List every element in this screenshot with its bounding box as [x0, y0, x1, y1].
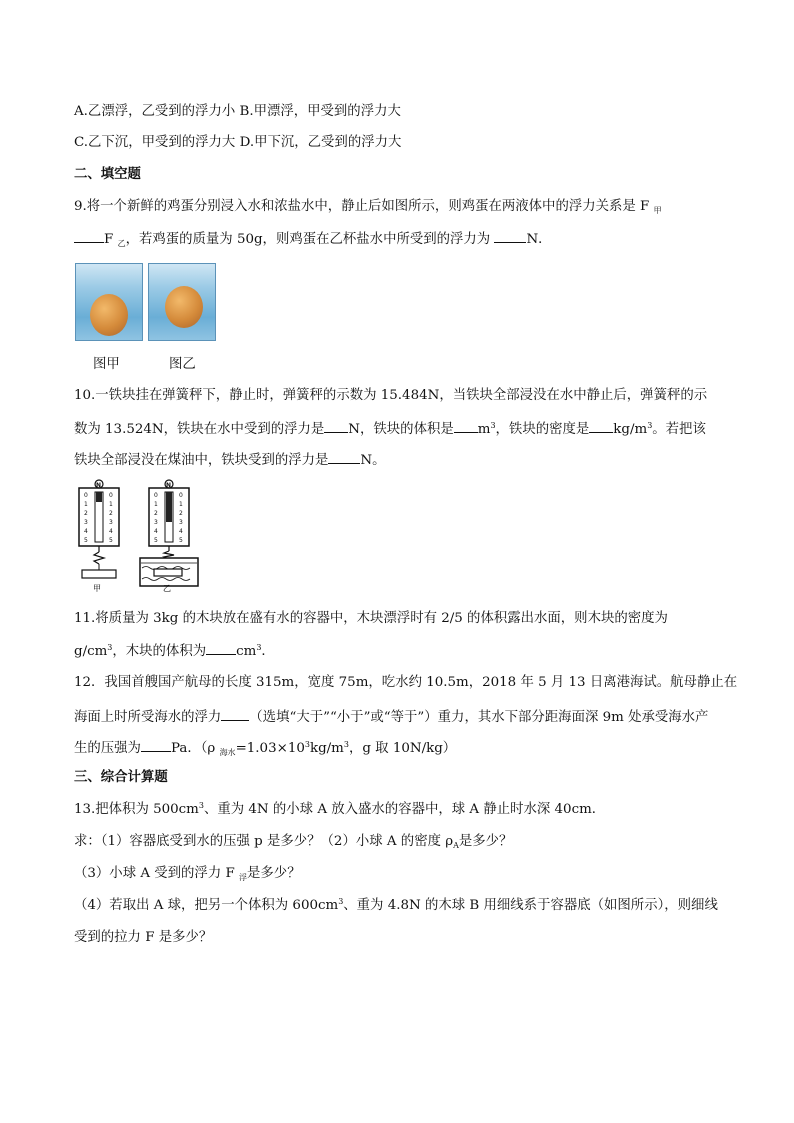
scale-yi-mark-4r: 4 [179, 528, 183, 535]
q13-text-c: 求：（1）容器底受到水的压强 p 是多少？（2）小球 A 的密度 ρ [74, 834, 454, 849]
caption-yi: 图乙 [169, 357, 196, 372]
q11-sup-1: 3 [107, 643, 113, 652]
scale-yi-mark-5: 5 [154, 537, 158, 544]
scale-jia-zero-right: 0 [109, 492, 113, 499]
scale-yi-zero-left: 0 [154, 492, 158, 499]
scale-yi-mark-3r: 3 [179, 519, 183, 526]
q11-line-1: 11.将质量为 3kg 的木块放在盛有水的容器中，木块漂浮时有 2/5 的体积露出水面，则木块的密度为 [74, 611, 668, 626]
q11-text-b: ，木块的体积为 [112, 644, 207, 659]
scale-jia-mark-1r: 1 [109, 501, 113, 508]
label-jia: 甲 [93, 584, 101, 593]
q12-text-a: 海面上时所受海水的浮力 [74, 710, 222, 725]
q10-text-h: N。 [360, 453, 386, 468]
q13-text-b: 、重为 4N 的小球 A 放入盛水的容器中，球 A 静止时水深 40cm． [203, 802, 606, 817]
scale-jia-mark-5: 5 [84, 537, 88, 544]
q13-text-e: （3）小球 A 受到的浮力 F [74, 866, 240, 881]
q13-line-4 [74, 896, 718, 917]
section-heading-fill-in: 二、填空题 [74, 167, 141, 182]
q11-sup-2: 3 [256, 643, 262, 652]
q12-text-d: Pa．（ρ [170, 741, 220, 756]
q10-text-b: N，铁块的体积是 [348, 422, 454, 437]
q12-line-2 [74, 706, 708, 728]
q13-sub-fu: 浮 [239, 873, 248, 882]
q12-text-e: =1.03×10 [235, 741, 305, 756]
q12-text-f: kg/m [309, 741, 344, 756]
q13-line-3 [74, 864, 301, 885]
q10-blank-3 [589, 418, 613, 433]
q9-blank-2 [494, 228, 526, 243]
q10-text-e: kg/m [613, 422, 648, 437]
q11-text-c: cm [236, 644, 257, 659]
scale-yi-mark-1r: 1 [179, 501, 183, 508]
q10-line-1: 10.一铁块挂在弹簧秤下，静止时，弹簧秤的示数为 15.484N，当铁块全部浸没在水中静止后，弹簧秤的示 [74, 388, 708, 403]
scale-yi-mark-4: 4 [154, 528, 158, 535]
q13-text-a: 13.把体积为 500cm [74, 802, 199, 817]
q13-line-2 [74, 832, 512, 853]
q11-text-a: g/cm [74, 644, 108, 659]
scale-jia-mark-2: 2 [84, 510, 88, 517]
q12-sup-2: 3 [343, 740, 349, 749]
q12-blank-1 [221, 706, 249, 721]
spring-scale-diagram [74, 478, 204, 593]
scale-yi-mark-3: 3 [154, 519, 158, 526]
scale-jia-mark-2r: 2 [109, 510, 113, 517]
q9-text-2: ，若鸡蛋的质量为 50g，则鸡蛋在乙杯盐水中所受到的浮力为 [125, 232, 495, 247]
q13-sup-2: 3 [338, 897, 344, 906]
scale-jia-mark-1: 1 [84, 501, 88, 508]
q9-sub-jia: 甲 [653, 206, 662, 215]
q10-sup-2: 3 [647, 421, 653, 430]
egg-suspended [165, 286, 203, 328]
scale-jia-mark-4: 4 [84, 528, 88, 535]
q13-text-d: 是多少？ [458, 834, 513, 849]
q12-text-b: （选填“大于”“小于”或“等于”）重力，其水下部分距海面深 9m 处承受海水产 [249, 710, 709, 725]
q12-sup-1: 3 [304, 740, 310, 749]
q10-line-2 [74, 418, 706, 441]
q13-sup-1: 3 [198, 801, 204, 810]
q13-text-f: 是多少？ [247, 866, 301, 881]
svg-text:N: N [166, 482, 172, 489]
q9-line-2 [74, 228, 552, 251]
q9-blank-1 [74, 228, 104, 243]
egg-sunk [90, 294, 128, 336]
q9-text-1: 9.将一个新鲜的鸡蛋分别浸入水和浓盐水中，静止后如图所示，则鸡蛋在两液体中的浮力关系是 F [74, 199, 654, 214]
q13-sub-A: A [453, 841, 459, 850]
q9-F: F [104, 232, 118, 247]
options-line-cd: C.乙下沉，甲受到的浮力大 D.甲下沉，乙受到的浮力大 [74, 135, 402, 150]
q11-text-d: ． [261, 644, 275, 659]
q11-line-2 [74, 640, 275, 663]
scale-jia-mark-5r: 5 [109, 537, 113, 544]
scale-jia-zero-left: 0 [84, 492, 88, 499]
scale-jia-mark-3: 3 [84, 519, 88, 526]
scale-yi-mark-5r: 5 [179, 537, 183, 544]
q12-line-3 [74, 737, 456, 760]
egg-in-saltwater-photo [148, 263, 216, 341]
scale-yi-mark-2r: 2 [179, 510, 183, 517]
scale-yi-mark-2: 2 [154, 510, 158, 517]
q10-sup-1: 3 [490, 421, 496, 430]
q12-blank-2 [141, 737, 171, 752]
scale-yi-zero-right: 0 [179, 492, 183, 499]
q13-text-h: 、重为 4.8N 的木球 B 用细线系于容器底（如图所示），则细线 [343, 898, 718, 913]
q10-text-d: ，铁块的密度是 [495, 422, 590, 437]
scale-yi-mark-1: 1 [154, 501, 158, 508]
q9-text-3: N． [526, 232, 552, 247]
q11-blank-1 [206, 640, 236, 655]
q13-line-5: 受到的拉力 F 是多少？ [74, 930, 213, 945]
q12-line-1: 12．我国首艘国产航母的长度 315m，宽度 75m，吃水约 10.5m，2018 年 5 月 13 日离港海试。航母静止在 [74, 675, 738, 690]
options-line-ab: A.乙漂浮，乙受到的浮力小 B.甲漂浮，甲受到的浮力大 [74, 104, 401, 119]
section-heading-calculation: 三、综合计算题 [74, 770, 168, 785]
label-yi: 乙 [163, 584, 171, 593]
q13-line-1 [74, 800, 605, 821]
q10-text-g: 铁块全部浸没在煤油中，铁块受到的浮力是 [74, 453, 329, 468]
q12-text-c: 生的压强为 [74, 741, 141, 756]
egg-in-water-photo [75, 263, 143, 341]
scale-jia-mark-4r: 4 [109, 528, 113, 535]
svg-text:N: N [96, 482, 102, 489]
scale-jia-mark-3r: 3 [109, 519, 113, 526]
q10-text-f: 。若把该 [652, 422, 706, 437]
q10-text-a: 数为 13.524N，铁块在水中受到的浮力是 [74, 422, 325, 437]
q12-sub-seawater: 海水 [219, 748, 236, 757]
q10-blank-4 [328, 449, 360, 464]
q13-text-g: （4）若取出 A 球，把另一个体积为 600cm [74, 898, 339, 913]
q9-sub-yi: 乙 [117, 239, 126, 248]
caption-jia: 图甲 [93, 357, 120, 372]
q12-text-g: ，g 取 10N/kg） [348, 741, 457, 756]
q10-blank-2 [454, 418, 478, 433]
spring-scale-yi [140, 480, 198, 586]
q10-line-3 [74, 449, 386, 471]
q10-text-c: m [477, 422, 491, 437]
q9-line-1 [74, 197, 662, 218]
q10-blank-1 [324, 418, 348, 433]
